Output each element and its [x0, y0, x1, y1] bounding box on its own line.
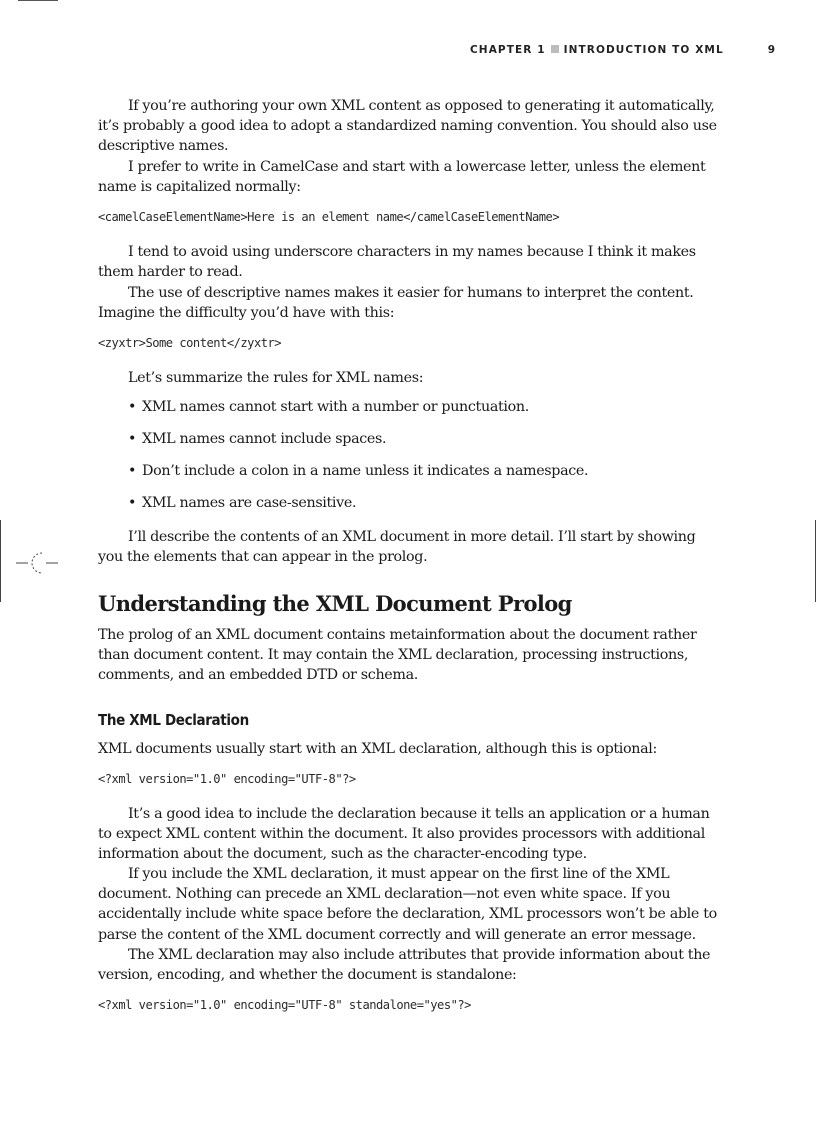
list-item: • XML names cannot start with a number or punctuation. [128, 399, 529, 415]
paragraph: Let’s summarize the rules for XML names: [128, 370, 424, 386]
paragraph: The XML declaration may also include attributes that provide information about the version, encoding, and whether the document is standalone: [98, 947, 711, 984]
list-item: • Don’t include a colon in a name unless it indicates a namespace. [128, 463, 589, 479]
code-sample: <camelCaseElementName>Here is an element name</camelCaseElementName> [98, 210, 560, 224]
square-separator-icon [551, 45, 559, 53]
list-item: • XML names are case-sensitive. [128, 495, 357, 511]
paragraph: I tend to avoid using underscore characters in my names because I think it makes them harder to read. [98, 244, 696, 281]
paragraph: The prolog of an XML document contains metainformation about the document rather than document content. It may contain the XML declaration, processing instructions, comments, and an embedded DTD or schema. [98, 627, 697, 684]
paragraph: I’ll describe the contents of an XML document in more detail. I’ll start by showing you the elements that can appear in the prolog. [98, 529, 696, 566]
chapter-title: INTRODUCTION TO XML [563, 44, 724, 56]
paragraph: If you’re authoring your own XML content as opposed to generating it automatically, it’s probably a good idea to adopt a standardized naming convention. You should also use descriptive names. [98, 98, 717, 155]
code-sample: <zyxtr>Some content</zyxtr> [98, 336, 282, 350]
code-sample: <?xml version="1.0" encoding="UTF-8"?> [98, 772, 356, 786]
bullet-icon: • [128, 495, 137, 511]
section-heading: Understanding the XML Document Prolog [98, 591, 572, 616]
subsection-heading: The XML Declaration [98, 711, 249, 729]
code-sample: <?xml version="1.0" encoding="UTF-8" standalone="yes"?> [98, 998, 471, 1012]
page-number: 9 [767, 44, 775, 56]
list-item: • XML names cannot include spaces. [128, 431, 387, 447]
crop-mark-top [18, 0, 58, 1]
chapter-label: CHAPTER 1 [470, 44, 546, 56]
paragraph: If you include the XML declaration, it must appear on the first line of the XML document. Nothing can precede an XML declaration—not even white space. If you accidentally include white space before the declaration, XML processors won’t be able to parse the content of the XML document correctly and will generate an error message. [98, 866, 717, 943]
registration-mark-icon [16, 549, 60, 577]
left-margin-line [0, 520, 1, 602]
paragraph: The use of descriptive names makes it easier for humans to interpret the content. Imagine the difficulty you’d have with this: [98, 285, 694, 322]
running-header [470, 44, 724, 56]
bullet-icon: • [128, 463, 137, 479]
paragraph: I prefer to write in CamelCase and start with a lowercase letter, unless the element name is capitalized normally: [98, 159, 706, 196]
bullet-icon: • [128, 431, 137, 447]
paragraph: It’s a good idea to include the declaration because it tells an application or a human to expect XML content within the document. It also provides processors with additional information about the document, such as the character-encoding type. [98, 806, 710, 863]
bullet-icon: • [128, 399, 137, 415]
paragraph: XML documents usually start with an XML declaration, although this is optional: [98, 741, 657, 757]
